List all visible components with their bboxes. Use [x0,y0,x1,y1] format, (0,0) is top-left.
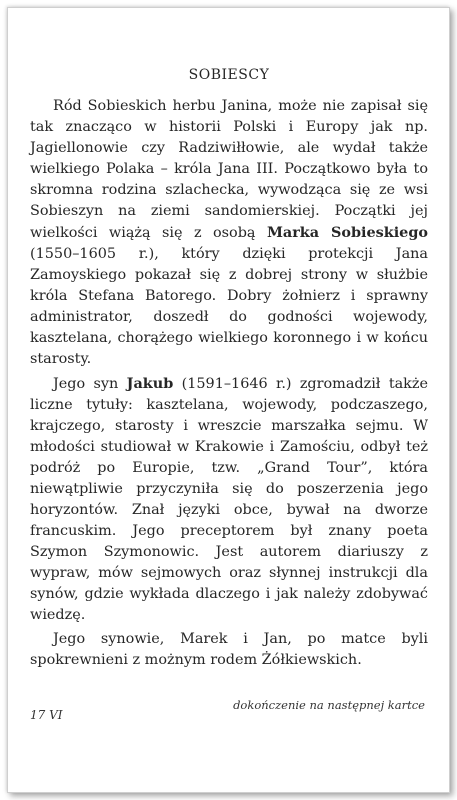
paragraph-2 [30,373,428,626]
paragraph-3 [30,629,428,671]
continued-note: dokończenie na następnej kartce [233,698,425,712]
article [30,66,428,674]
paragraph-2-bold-name: Jakub [126,375,174,392]
paragraph-1-bold-name: Marka Sobieskiego [266,224,428,241]
paragraph-2-text-b: (1591–1646 r.) zgromadził także liczne tytuły: kasztelana, wojewody, podczaszego, krajczego, starosty i wreszcie marszałka sejmu. W młodości studiował w Krakowie i Zamościu, odbył też podróż po Europie, tzw. „Grand Tour”, która niewątpliwie przyczyniła się do poszerzenia jego horyzontów. Znał języki obce, bywał na dworze francuskim. Jego preceptorem był znany poeta Szymon Szymonowic. Jest autorem diariuszy z wypraw, mów sejmowych oraz słynnej instrukcji dla synów, gdzie wykłada dlaczego i jak należy zdobywać wiedzę. [30,376,428,623]
paragraph-2-text-a: Jego syn [53,376,127,392]
page-number: 17 VI [30,708,63,722]
paragraph-1-text-b: (1550–1605 r.), który dzięki protekcji Jana Zamoyskiego pokazał się z dobrej strony w służbie króla Stefana Batorego. Dobry żołnierz i sprawny administrator, doszedł do godności wojewody, kasztelana, chorążego wielkiego koronnego i w końcu starosty. [30,246,428,367]
paragraph-3-text: Jego synowie, Marek i Jan, po matce byli spokrewnieni z możnym rodem Żółkiewskich. [30,631,428,668]
page-title: SOBIESCY [188,67,270,83]
paragraph-1 [30,96,428,370]
calendar-page [7,7,450,793]
paragraph-1-text-a: Ród Sobieskich herbu Janina, może nie zapisał się tak znacząco w historii Polski i Europy jak np. Jagiellonowie czy Radziwiłłowie, ale wydał także wielkiego Polaka – króla Jana III. Początkowo była to skromna rodzina szlachecka, wywodząca się ze wsi Sobieszyn na ziemi sandomierskiej. Początki jej wielkości wiążą się z osobą [30,98,428,241]
